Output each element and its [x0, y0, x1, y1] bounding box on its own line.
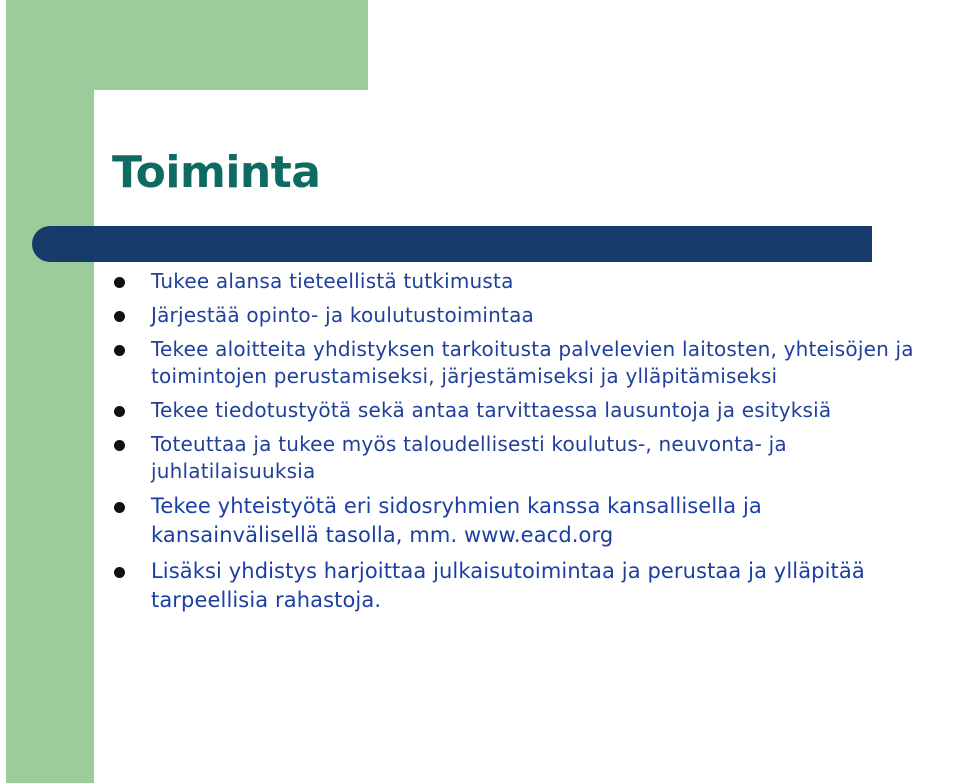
list-item	[114, 397, 934, 424]
bullet-dot-icon	[114, 406, 125, 417]
bullet-text: Järjestää opinto- ja koulutustoimintaa	[151, 303, 534, 327]
bullet-dot-icon	[114, 567, 125, 578]
bullet-text: Tekee aloitteita yhdistyksen tarkoitusta palvelevien laitosten, yhteisöjen ja toimintojen perustamiseksi, järjestämiseksi ja ylläpitämiseksi	[151, 337, 914, 388]
bullet-text: Toteuttaa ja tukee myös taloudellisesti koulutus-, neuvonta- ja juhlatilaisuuksia	[151, 432, 787, 483]
bullet-text: Tekee tiedotustyötä sekä antaa tarvittaessa lausuntoja ja esityksiä	[151, 398, 832, 422]
bullet-dot-icon	[114, 440, 125, 451]
bullet-dot-icon	[114, 311, 125, 322]
bullet-list	[114, 268, 934, 622]
bullet-text: Tekee yhteistyötä eri sidosryhmien kanssa kansallisella ja kansainvälisellä tasolla, mm. www.eacd.org	[151, 494, 762, 547]
bullet-dot-icon	[114, 345, 125, 356]
bullet-text: Tukee alansa tieteellistä tutkimusta	[151, 269, 514, 293]
list-item	[114, 431, 934, 485]
list-item	[114, 492, 934, 550]
title-divider-bar	[32, 226, 872, 262]
slide-title: Toiminta	[112, 147, 321, 198]
bullet-text: Lisäksi yhdistys harjoittaa julkaisutoimintaa ja perustaa ja ylläpitää tarpeellisia rahastoja.	[151, 559, 865, 612]
green-frame-left	[6, 0, 94, 783]
bullet-dot-icon	[114, 277, 125, 288]
list-item	[114, 557, 934, 615]
bullet-dot-icon	[114, 502, 125, 513]
list-item	[114, 268, 934, 295]
list-item	[114, 336, 934, 390]
green-frame-top	[6, 0, 368, 90]
list-item	[114, 302, 934, 329]
